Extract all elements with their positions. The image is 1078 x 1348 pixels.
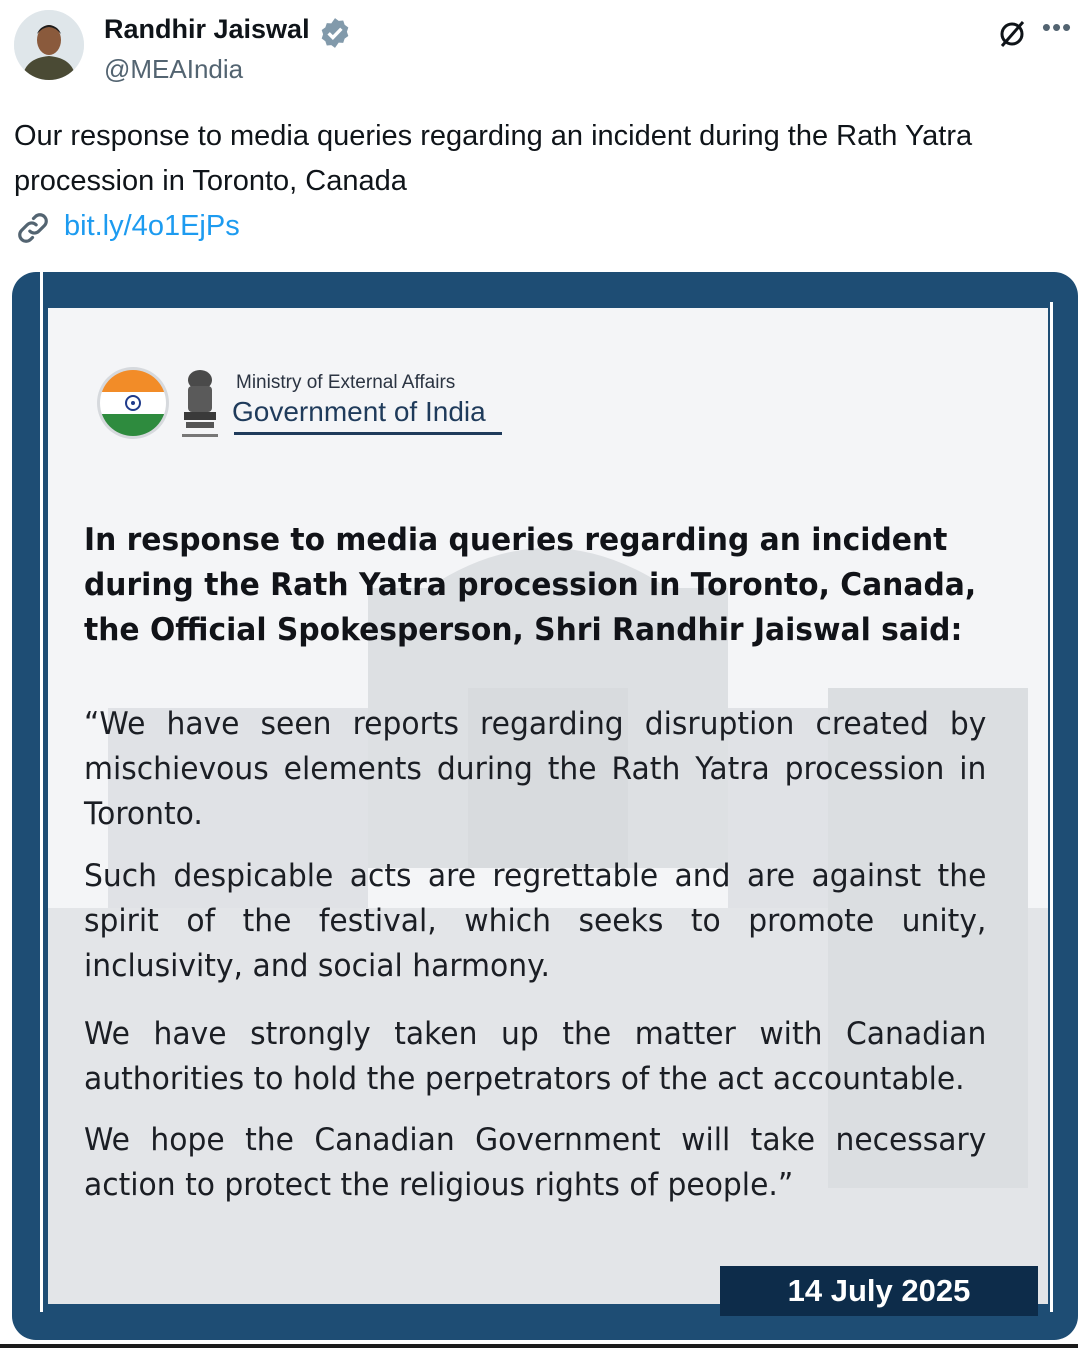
statement-paragraph: Such despicable acts are regrettable and are against the spirit of the festival, which seeks to promote unity, inclusivity, and social harmony.: [84, 858, 987, 984]
press-release-card: [48, 308, 1048, 1304]
frame-rule: [1050, 302, 1053, 1312]
government-name: Government of India: [232, 396, 486, 427]
ministry-name: Ministry of External Affairs: [236, 372, 456, 393]
link-icon: [14, 209, 52, 247]
statement-paragraph: We hope the Canadian Government will take necessary action to protect the religious rights of people.”: [84, 1122, 987, 1203]
post-header: [0, 0, 1078, 100]
grok-icon[interactable]: [996, 18, 1028, 50]
bottom-divider: [0, 1344, 1078, 1348]
logo-underline: [234, 432, 502, 435]
author-handle[interactable]: @MEAIndia: [104, 54, 244, 84]
statement-heading: In response to media queries regarding an incident during the Rath Yatra procession in Toronto, Canada, the Official Spokesperson, Shri Randhir Jaiswal said:: [84, 522, 977, 648]
link-url[interactable]: bit.ly/4o1EjPs: [64, 210, 240, 242]
author-name[interactable]: Randhir Jaiswal: [104, 14, 310, 44]
india-flag-icon: [96, 366, 170, 440]
verified-badge-icon: [318, 16, 352, 50]
avatar[interactable]: [14, 10, 84, 80]
date-badge: 14 July 2025: [720, 1266, 1038, 1316]
statement-paragraph: “We have seen reports regarding disruption created by mischievous elements during the Rath Yatra procession in Toronto.: [84, 706, 987, 832]
post-text: Our response to media queries regarding an incident during the Rath Yatra procession in Toronto, Canada: [14, 120, 973, 197]
post-image[interactable]: [12, 272, 1078, 1340]
more-options-icon[interactable]: •••: [1041, 12, 1073, 42]
frame-rule: [40, 272, 43, 1312]
national-emblem-icon: [178, 366, 222, 446]
statement-paragraph: We have strongly taken up the matter with Canadian authorities to hold the perpetrators of the act accountable.: [84, 1016, 987, 1097]
